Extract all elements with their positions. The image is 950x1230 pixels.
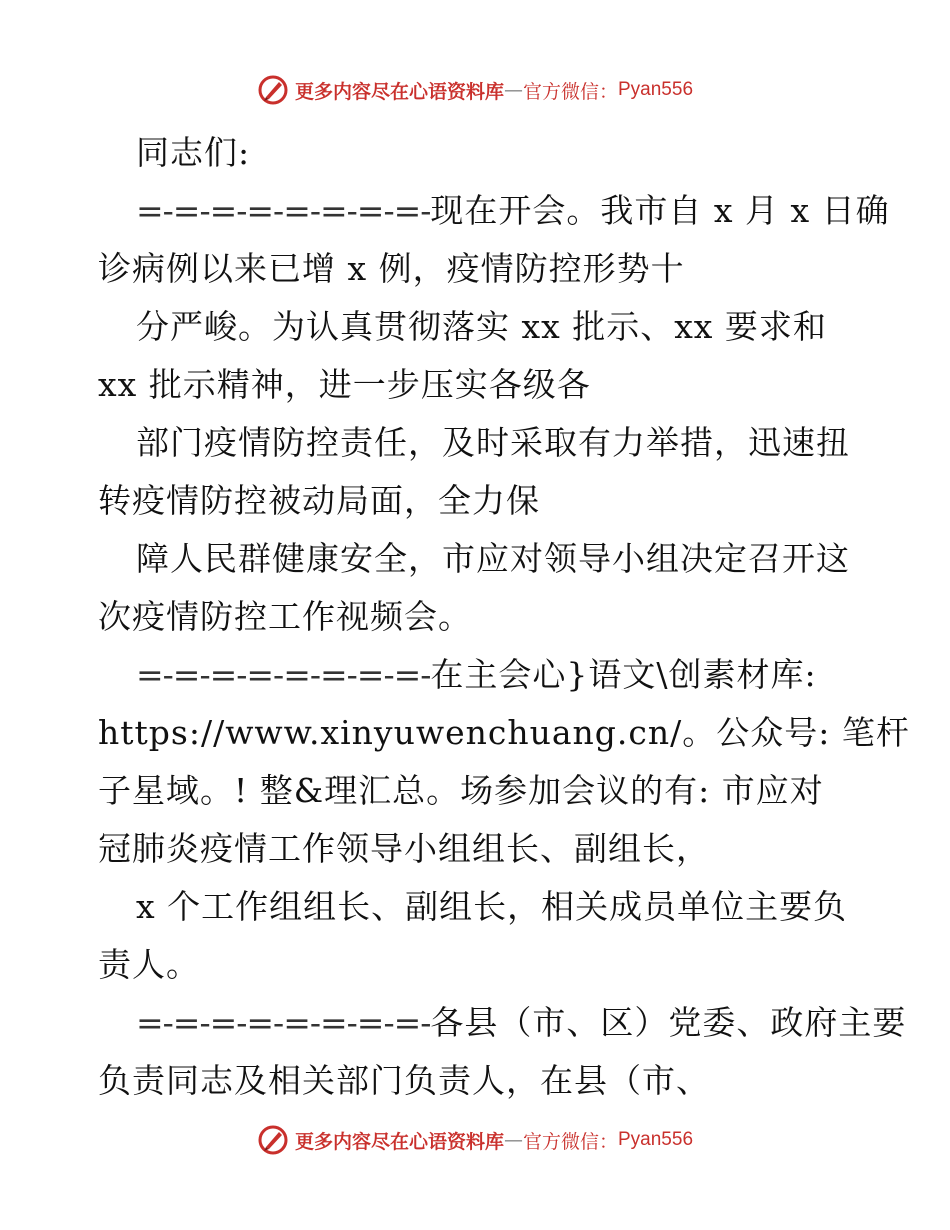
watermark-dash: — (503, 1129, 523, 1151)
text-line: =-=-=-=-=-=-=-=-在主会心}语文\创素材库: (136, 655, 817, 694)
watermark-main-text: 更多内容尽在心语资料库 (294, 80, 504, 103)
text-line: 子星域。! 整&理汇总。场参加会议的有: 市应对 (98, 771, 824, 810)
watermark-header (0, 70, 950, 110)
watermark-wechat-id: Pyan556 (618, 79, 694, 100)
separator-marks: =-=-=-=-=-=-=-=- (136, 655, 431, 694)
text-line: 冠肺炎疫情工作领导小组组长、副组长， (98, 829, 710, 868)
text-line: =-=-=-=-=-=-=-=-各县（市、区）党委、政府主要 (136, 1003, 907, 1042)
quill-pen-circle-icon (257, 74, 289, 106)
watermark-sub-text: 官方微信： (522, 1130, 618, 1153)
text-line: 分严峻。为认真贯彻落实 xx 批示、xx 要求和 (136, 307, 827, 346)
document-body (98, 124, 910, 1110)
text-line: =-=-=-=-=-=-=-=-现在开会。我市自 x 月 x 日确 (136, 191, 890, 230)
text-line: 部门疫情防控责任，及时采取有力举措，迅速扭 (136, 423, 850, 462)
text-line: 次疫情防控工作视频会。 (98, 597, 472, 636)
text-line: 责人。 (98, 945, 200, 984)
text-line: https://www.xinyuwenchuang.cn/。公众号: 笔杆 (98, 713, 910, 752)
watermark-wechat-id: Pyan556 (618, 1129, 694, 1150)
watermark-footer (0, 1120, 950, 1160)
text-line: 转疫情防控被动局面，全力保 (98, 481, 540, 520)
text-line: 障人民群健康安全，市应对领导小组决定召开这 (136, 539, 850, 578)
text-line: x 个工作组组长、副组长，相关成员单位主要负 (136, 887, 848, 926)
separator-marks: =-=-=-=-=-=-=-=- (136, 191, 431, 230)
text-line: xx 批示精神，进一步压实各级各 (98, 365, 591, 404)
quill-pen-circle-icon (257, 1124, 289, 1156)
watermark-sub-text: 官方微信： (522, 80, 618, 103)
text-line: 同志们: (136, 133, 251, 172)
watermark-main-text: 更多内容尽在心语资料库 (294, 1130, 504, 1153)
separator-marks: =-=-=-=-=-=-=-=- (136, 1003, 431, 1042)
watermark-dash: — (503, 79, 523, 101)
text-line: 负责同志及相关部门负责人，在县（市、 (98, 1061, 710, 1100)
text-line: 诊病例以来已增 x 例，疫情防控形势十 (98, 249, 685, 288)
